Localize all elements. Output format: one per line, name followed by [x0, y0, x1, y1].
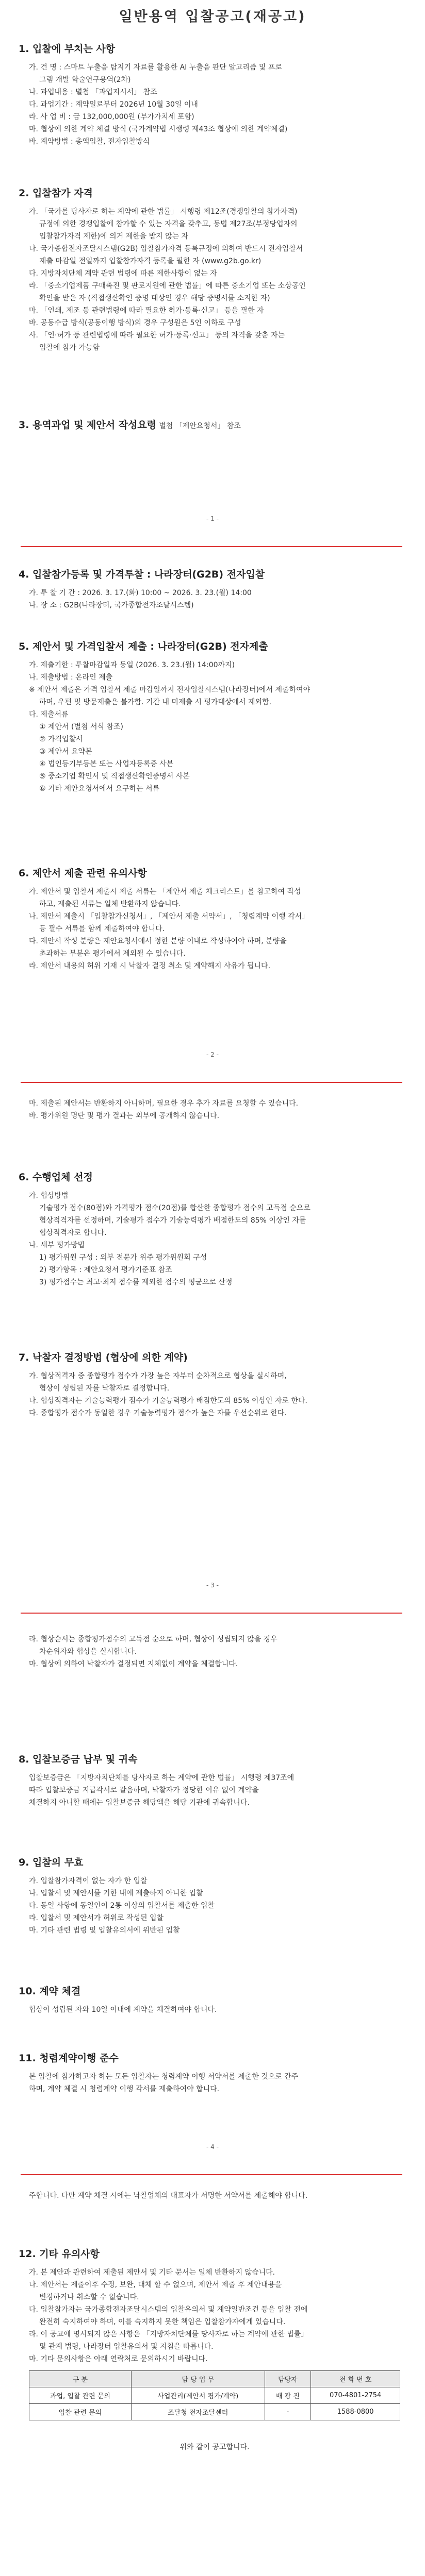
section-4-heading: 4. 입찰참가등록 및 가격투찰 : 나라장터(G2B) 전자입찰: [19, 569, 265, 580]
s1-line: 라. 사 업 비 : 금 132,000,000원 (부가가치세 포함): [29, 113, 194, 121]
section-8-heading: 7. 낙찰자 결정방법 (협상에 의한 계약): [19, 1352, 188, 1363]
section-4: [19, 567, 411, 612]
s1-line: 나. 과업내용 : 별첨 「과업지시서」 참조: [29, 88, 157, 96]
table-cell: 배 광 진: [265, 2387, 311, 2404]
table-header-cell: 담 당 업 무: [131, 2371, 265, 2387]
s10-line: 다. 동일 사항에 동일인이 2통 이상의 입찰서를 제출한 입찰: [29, 1902, 215, 1910]
table-cell: 사업관리(제안서 평가/계약): [131, 2387, 265, 2404]
section-13-heading: 12. 기타 유의사항: [19, 2248, 100, 2260]
s5-line: 가. 제출기한 : 투찰마감일과 동일 (2026. 3. 23.(월) 14:00까지): [29, 661, 235, 669]
s9-line: 체결하지 아니할 때에는 입찰보증금 해당액을 해당 기관에 귀속합니다.: [29, 1799, 250, 1807]
s10-line: 마. 기타 관련 법령 및 입찰유의서에 위반된 입찰: [29, 1926, 180, 1935]
s2-line: 입찰에 참가 가능함: [39, 344, 100, 352]
s8-line: 가. 협상적격자 중 종합평가 점수가 가장 높은 자부터 순차적으로 협상을 실시하며,: [29, 1372, 287, 1380]
s6-line: 가. 제안서 및 입찰서 제출시 제출 서류는 「제안서 제출 체크리스트」를 참고하여 작성: [29, 888, 301, 896]
page-divider: [21, 546, 402, 547]
s6-line: 등 필수 서류를 함께 제출하여야 합니다.: [39, 925, 165, 933]
s12b-line: 주합니다. 다만 계약 체결 시에는 낙찰업체의 대표자가 서명한 서약서를 제출해야 합니다.: [29, 2192, 308, 2200]
section-12: [19, 2050, 411, 2095]
s2-line: 사. 「인·허가 등 관련법령에 따라 필요한 허가·등록·신고」 등의 자격을 갖춘 자는: [29, 331, 285, 340]
section-3: [19, 417, 411, 432]
section-8-continued: [19, 1633, 411, 1670]
s7-line: 기술평가 점수(80점)와 가격평가 점수(20점)를 합산한 종합평가 점수의 고득점 순으로: [39, 1204, 310, 1212]
s1-line: 그램 개발 학술연구용역(2차): [39, 76, 131, 84]
section-11: [19, 1984, 411, 2016]
s2-line: 확인을 받은 자 (직접생산확인 증명 대상인 경우 해당 증명서를 소지한 자): [39, 294, 270, 302]
s5-line: ③ 제안서 요약본: [39, 748, 92, 756]
page-number: - 1 -: [206, 515, 219, 522]
s13-line: 완전히 숙지하여야 하며, 이를 숙지하지 못한 책임은 입찰참가자에게 있습니다.: [39, 2318, 286, 2326]
s5-line: 하며, 우편 및 방문제출은 불가함. 기간 내 미제출 시 평가대상에서 제외함.: [39, 698, 272, 706]
s13-line: 마. 기타 문의사항은 아래 연락처로 문의하시기 바랍니다.: [29, 2355, 208, 2363]
s11-line: 협상이 성립된 자와 10일 이내에 계약을 체결하여야 합니다.: [29, 2006, 217, 2014]
s8-line: 나. 협상적격자는 기술능력평가 점수가 기술능력평가 배점한도의 85% 이상인 자로 한다.: [29, 1397, 307, 1405]
s12-line: 본 입찰에 참가하고자 하는 모든 입찰자는 청렴계약 이행 서약서를 제출한 것으로 간주: [29, 2073, 299, 2081]
s6-line: 초과하는 부분은 평가에서 제외될 수 있습니다.: [39, 950, 186, 958]
s8b-line: 차순위자와 협상을 실시합니다.: [39, 1648, 137, 1656]
table-cell: 조달청 전자조달센터: [131, 2404, 265, 2420]
table-row: [29, 2387, 400, 2404]
closing-statement: 위와 같이 공고합니다.: [179, 2443, 250, 2451]
s1-line: 가. 건 명 : 스마트 누출음 탐지기 자료를 활용한 AI 누출음 판단 알고리즘 및 프로: [29, 63, 282, 72]
section-7: [19, 1170, 411, 1289]
section-7-heading: 6. 수행업체 선정: [19, 1172, 93, 1183]
s10-line: 가. 입찰참가자격이 없는 자가 한 입찰: [29, 1877, 148, 1885]
s6b-line: 마. 제출된 제안서는 반환하지 아니하며, 필요한 경우 추가 자료를 요청할 수 있습니다.: [29, 1099, 299, 1108]
s7-line: 협상적격자를 선정하며, 기술평가 점수가 기술능력평가 배점한도의 85% 이상인 자를: [39, 1216, 306, 1225]
section-9-heading: 8. 입찰보증금 납부 및 귀속: [19, 1754, 138, 1765]
s8-line: 다. 종합평가 점수가 동일한 경우 기술능력평가 점수가 높은 자를 우선순위로 한다.: [29, 1409, 287, 1417]
section-6: [19, 866, 411, 972]
s1-line: 다. 과업기간 : 계약일로부터 2026년 10월 30일 이내: [29, 100, 198, 109]
table-header-cell: 구 분: [29, 2371, 132, 2387]
s5-line: ① 제안서 (별첨 서식 참조): [39, 723, 123, 731]
s5-line: ⑥ 기타 제안요청서에서 요구하는 서류: [39, 785, 160, 793]
s13-line: 및 관계 법령, 나라장터 입찰유의서 및 지침을 따릅니다.: [39, 2343, 214, 2351]
s7-line: 가. 협상방법: [29, 1192, 69, 1200]
table-header-cell: 전 화 번 호: [311, 2371, 400, 2387]
table-header-cell: 담당자: [265, 2371, 311, 2387]
s7-line: 1) 평가위원 구성 : 외부 전문가 위주 평가위원회 구성: [39, 1253, 207, 1262]
table-cell: -: [265, 2404, 311, 2420]
section-1: [19, 41, 411, 148]
s2-line: 가. 「국가를 당사자로 하는 계약에 관한 법률」 시행령 제12조(경쟁입찰의 참가자격): [29, 208, 298, 216]
table-cell: 입찰 관련 문의: [29, 2404, 132, 2420]
s10-line: 나. 입찰서 및 제안서를 기한 내에 제출하지 아니한 입찰: [29, 1889, 203, 1897]
s5-line: 다. 제출서류: [29, 710, 69, 719]
contact-table: [29, 2370, 400, 2420]
s6b-line: 바. 평가위원 명단 및 평가 결과는 외부에 공개하지 않습니다.: [29, 1112, 220, 1120]
table-cell: 1588-0800: [311, 2404, 400, 2420]
document-title: 일반용역 입찰공고(재공고): [119, 9, 306, 25]
s4-line: 나. 장 소 : G2B(나라장터, 국가종합전자조달시스템): [29, 601, 194, 609]
s1-line: 마. 협상에 의한 계약 체결 방식 (국가계약법 시행령 제43조 협상에 의한 계약체결): [29, 125, 288, 133]
section-12-continued: [19, 2190, 411, 2202]
section-12-heading: 11. 청렴계약이행 준수: [19, 2053, 119, 2064]
s13-line: 가. 본 제안과 관련하여 제출된 제안서 및 기타 문서는 일체 반환하지 않습니다.: [29, 2268, 275, 2277]
section-11-heading: 10. 계약 체결: [19, 1986, 81, 1997]
page-divider: [21, 2174, 402, 2175]
section-2: [19, 185, 411, 354]
table-row: [29, 2404, 400, 2420]
page-number: - 4 -: [206, 2143, 219, 2150]
s7-line: 2) 평가항목 : 제안요청서 평가기준표 참조: [39, 1266, 172, 1274]
s8-line: 협상이 성립된 자를 낙찰자로 결정합니다.: [39, 1384, 170, 1393]
section-2-heading: 2. 입찰참가 자격: [19, 188, 93, 199]
s9-line: 입찰보증금은 「지방자치단체를 당사자로 하는 계약에 관한 법률」 시행령 제37조에: [29, 1774, 295, 1782]
page-number: - 2 -: [206, 1051, 219, 1058]
section-3-heading: 3. 용역과업 및 제안서 작성요령: [19, 419, 157, 431]
s3-line: 별첨 「제안요청서」 참조: [159, 422, 241, 430]
s12-line: 하며, 계약 체결 시 청렴계약 이행 각서를 제출하여야 합니다.: [29, 2085, 220, 2093]
s7-line: 3) 평가점수는 최고·최저 점수를 제외한 점수의 평균으로 산정: [39, 1278, 233, 1286]
s5-line: ※ 제안서 제출은 가격 입찰서 제출 마감일까지 전자입찰시스템(나라장터)에서 제출하여야: [29, 686, 310, 694]
section-6-heading: 6. 제안서 제출 관련 유의사항: [19, 868, 147, 879]
table-cell: 과업, 입찰 관련 문의: [29, 2387, 132, 2404]
s13-line: 라. 이 공고에 명시되지 않은 사항은 「지방자치단체를 당사자로 하는 계약에 관한 법률」: [29, 2330, 308, 2338]
s2-line: 규정에 의한 경쟁입찰에 참가할 수 있는 자격을 갖추고, 동법 제27조(부정당업자의: [39, 220, 298, 228]
s5-line: ⑤ 중소기업 확인서 및 직접생산확인증명서 사본: [39, 772, 190, 781]
page-number: - 3 -: [206, 1582, 219, 1589]
s8b-line: 라. 협상순서는 종합평가점수의 고득점 순으로 하며, 협상이 성립되지 않을 경우: [29, 1635, 277, 1643]
s5-line: 나. 제출방법 : 온라인 제출: [29, 673, 113, 682]
s2-line: 입찰참가자격 제한)에 의거 제한을 받지 않는 자: [39, 232, 189, 241]
s10-line: 라. 입찰서 및 제안서가 허위로 작성된 입찰: [29, 1914, 164, 1922]
s5-line: ④ 법인등기부등본 또는 사업자등록증 사본: [39, 760, 174, 768]
s7-line: 나. 세부 평가방법: [29, 1241, 85, 1249]
s13-line: 나. 제안서는 제출이후 수정, 보완, 대체 할 수 없으며, 제안서 제출 후 제안내용을: [29, 2281, 282, 2289]
s2-line: 제출 마감일 전일까지 입찰참가자격 등록을 필한 자 (www.g2b.go.kr): [39, 257, 261, 265]
s6-line: 하고, 제출된 서류는 일체 반환하지 않습니다.: [39, 900, 181, 908]
section-5-heading: 5. 제안서 및 가격입찰서 제출 : 나라장터(G2B) 전자제출: [19, 641, 268, 652]
s13-line: 변경하거나 취소할 수 없습니다.: [39, 2293, 139, 2301]
s2-line: 바. 공동수급 방식(공동이행 방식)의 경우 구성원은 5인 이하로 구성: [29, 319, 241, 327]
section-13: [19, 2246, 411, 2453]
s8b-line: 마. 협상에 의하여 낙찰자가 결정되면 지체없이 계약을 체결합니다.: [29, 1660, 238, 1668]
table-header-row: [29, 2371, 400, 2387]
s2-line: 라. 「중소기업제품 구매촉진 및 판로지원에 관한 법률」에 따른 중소기업 또는 소상공인: [29, 282, 306, 290]
s2-line: 나. 국가종합전자조달시스템(G2B) 입찰참가자격 등록규정에 의하여 반드시 전자입찰서: [29, 245, 303, 253]
s13-line: 다. 입찰참가자는 국가종합전자조달시스템의 입찰유의서 및 계약일반조건 등을 입찰 전에: [29, 2306, 308, 2314]
s5-line: ② 가격입찰서: [39, 735, 83, 743]
s1-line: 바. 계약방법 : 총액입찰, 전자입찰방식: [29, 138, 150, 146]
s6-line: 다. 제안서 작성 분량은 제안요청서에서 정한 분량 이내로 작성하여야 하며, 분량을: [29, 937, 287, 945]
s7-line: 협상적격자로 합니다.: [39, 1229, 107, 1237]
section-1-heading: 1. 입찰에 부치는 사항: [19, 43, 116, 55]
section-6-continued: [19, 1097, 411, 1122]
section-9: [19, 1752, 411, 1809]
page-divider: [21, 1613, 402, 1614]
section-10-heading: 9. 입찰의 무효: [19, 1857, 84, 1868]
s2-line: 마. 「인쇄, 제조 등 관련법령에 따라 필요한 허가·등록·신고」 등을 필한 자: [29, 307, 264, 315]
s6-line: 나. 제안서 제출시 「입찰참가신청서」, 「제안서 제출 서약서」, 「청렴계약 이행 각서」: [29, 912, 309, 921]
s4-line: 가. 투 찰 기 간 : 2026. 3. 17.(화) 10:00 ~ 2026. 3. 23.(월) 14:00: [29, 589, 252, 597]
s2-line: 다. 지방자치단체 계약 관련 법령에 따른 제한사항이 없는 자: [29, 269, 217, 278]
page-divider: [21, 1082, 402, 1083]
section-5: [19, 639, 411, 795]
s9-line: 따라 입찰보증금 지급각서로 갈음하며, 낙찰자가 정당한 이유 없이 계약을: [29, 1786, 259, 1794]
section-8: [19, 1350, 411, 1419]
table-cell: 070-4801-2754: [311, 2387, 400, 2404]
s6-line: 라. 제안서 내용의 허위 기재 시 낙찰자 결정 취소 및 계약해지 사유가 됩니다.: [29, 962, 271, 970]
section-10: [19, 1855, 411, 1937]
